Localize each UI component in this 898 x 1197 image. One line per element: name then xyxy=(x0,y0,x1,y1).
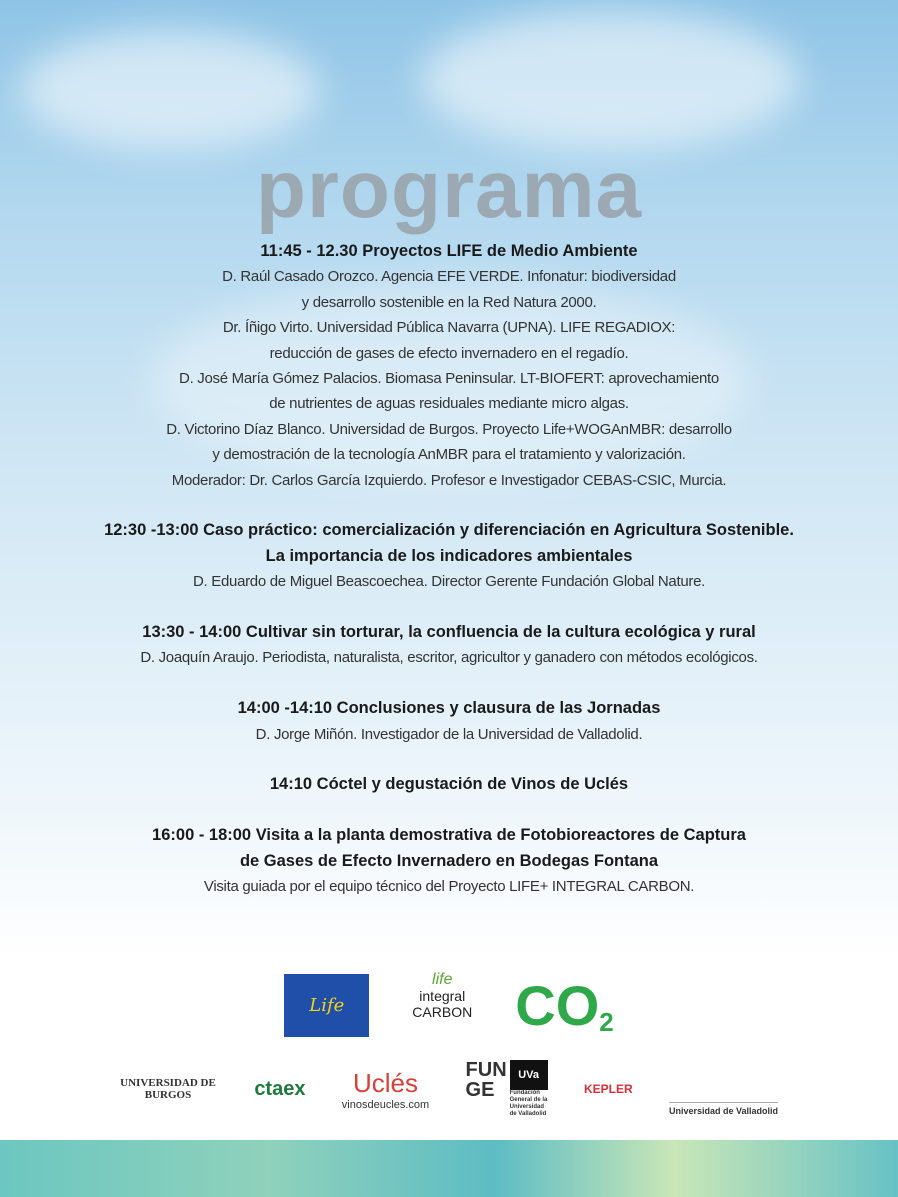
section-line: D. Jorge Miñón. Investigador de la Universidad de Valladolid. xyxy=(255,725,643,743)
funge-logo xyxy=(466,1060,548,1118)
section-line: de nutrientes de aguas residuales mediante micro algas. xyxy=(269,395,629,413)
kepler-logo: KEPLER xyxy=(583,1082,633,1096)
logos-main xyxy=(0,972,898,1038)
section-line: Visita guiada por el equipo técnico del Proyecto LIFE+ INTEGRAL CARBON. xyxy=(203,878,695,896)
funge-b: GE xyxy=(465,1079,495,1101)
section-heading: 12:30 -13:00 Caso práctico: comercialización y diferenciación en Agricultura Sostenible. xyxy=(104,521,794,540)
section-heading: 14:00 -14:10 Conclusiones y clausura de las Jornadas xyxy=(237,699,661,718)
page-title: programa xyxy=(255,144,643,235)
ucles-name: Uclés xyxy=(352,1067,418,1098)
co2-c: C xyxy=(515,973,556,1037)
program-list xyxy=(0,239,898,899)
section-heading: La importancia de los indicadores ambientales xyxy=(265,546,633,565)
ic-mid: integral xyxy=(419,988,466,1004)
section-line: reducción de gases de efecto invernadero en el regadío. xyxy=(269,344,629,362)
integral-carbon-logo xyxy=(399,972,485,1038)
ic-bottom: CARBON xyxy=(412,1004,473,1020)
funge-uva: UVa xyxy=(510,1060,548,1090)
burgos-logo: UNIVERSIDAD DE BURGOS xyxy=(120,1077,216,1101)
section-heading: 13:30 - 14:00 Cultivar sin torturar, la confluencia de la cultura ecológica y rural xyxy=(142,623,756,642)
valladolid-logo: Universidad de Valladolid xyxy=(669,1102,778,1116)
funge-a: FUN xyxy=(465,1059,507,1081)
co2-o: O xyxy=(555,973,600,1037)
section-line: D. José María Gómez Palacios. Biomasa Peninsular. LT-BIOFERT: aprovechamiento xyxy=(179,370,719,388)
section-heading: de Gases de Efecto Invernadero en Bodegas Fontana xyxy=(239,851,659,870)
eu-life-logo xyxy=(284,974,369,1037)
section-line: D. Raúl Casado Orozco. Agencia EFE VERDE. Infonatur: biodiversidad xyxy=(222,268,676,286)
eu-life-text: Life xyxy=(309,994,345,1016)
section-line: D. Joaquín Araujo. Periodista, naturalista, escritor, agricultor y ganadero con métodos ecológicos. xyxy=(140,649,758,667)
ucles-url: vinosdeucles.com xyxy=(341,1098,430,1111)
section-heading: 16:00 - 18:00 Visita a la planta demostrativa de Fotobioreactores de Captura xyxy=(152,826,746,845)
decorative-band xyxy=(0,1140,898,1197)
co2-logo xyxy=(515,973,613,1038)
section-heading: 11:45 - 12.30 Proyectos LIFE de Medio Ambiente xyxy=(260,242,638,260)
co2-sub: 2 xyxy=(599,1006,614,1037)
funge-caption: Fundación General de la Universidad de Valladolid xyxy=(509,1090,548,1117)
section-line: Dr. Íñigo Virto. Universidad Pública Navarra (UPNA). LIFE REGADIOX: xyxy=(222,319,676,337)
section-line: y demostración de la tecnología AnMBR para el tratamiento y valorización. xyxy=(212,446,686,464)
logos-partners xyxy=(118,1060,778,1118)
section-line: D. Eduardo de Miguel Beascoechea. Director Gerente Fundación Global Nature. xyxy=(193,573,705,591)
section-line: D. Victorino Díaz Blanco. Universidad de Burgos. Proyecto Life+WOGAnMBR: desarrollo xyxy=(166,420,732,438)
ucles-logo xyxy=(342,1068,429,1111)
section-line: y desarrollo sostenible en la Red Natura 2000. xyxy=(301,293,597,311)
section-line: Moderador: Dr. Carlos García Izquierdo. Profesor e Investigador CEBAS-CSIC, Murcia. xyxy=(171,471,727,489)
ic-top: life xyxy=(432,971,453,988)
section-heading: 14:10 Cóctel y degustación de Vinos de Uclés xyxy=(269,775,629,794)
ctaex-logo: ctaex xyxy=(254,1077,306,1100)
